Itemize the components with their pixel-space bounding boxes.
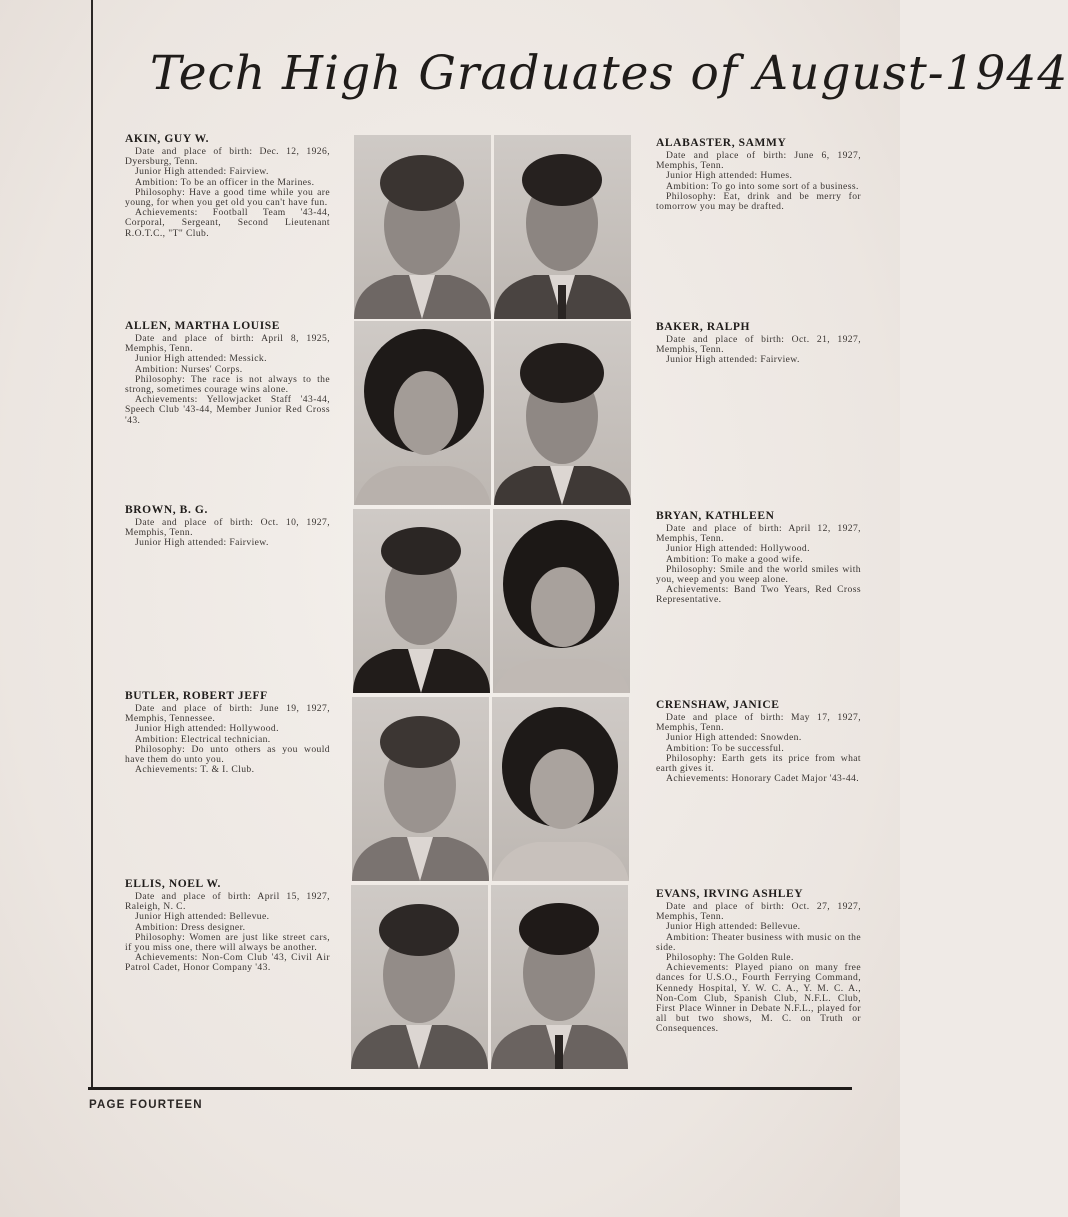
graduate-entry [656, 699, 861, 784]
graduate-name: CRENSHAW, JANICE [656, 699, 780, 711]
graduate-name: EVANS, IRVING ASHLEY [656, 888, 804, 900]
graduate-detail: Date and place of birth: May 17, 1927, Memphis, Tenn. [656, 712, 861, 734]
graduate-entry [656, 510, 861, 606]
graduate-detail: Achievements: Honorary Cadet Major '43-44. [666, 773, 860, 785]
graduate-name: BUTLER, ROBERT JEFF [125, 690, 268, 702]
graduate-entry [656, 888, 861, 1035]
graduate-detail: Philosophy: The race is not always to the strong, sometimes courage wins alone. [125, 373, 330, 396]
graduate-detail: Achievements: Played piano on many free dances for U.S.O., Fourth Ferrying Command, Kennedy Hospital, Y. W. C. A., Y. M. C. A., Non-Com Club, Spanish Club, N.F.L. Club, First Place Winner in Debate N.F.L., played for all but two shows, M. C. on Truth or Consequences. [656, 962, 861, 1035]
graduate-detail: Philosophy: The Golden Rule. [666, 952, 794, 964]
graduate-detail: Junior High attended: Bellevue. [666, 921, 801, 933]
portrait-photo [352, 697, 489, 881]
graduate-detail: Junior High attended: Hollywood. [666, 543, 810, 555]
portrait-photo [354, 321, 491, 505]
portrait-photo [492, 697, 629, 881]
graduate-detail: Philosophy: Smile and the world smiles with you, weep and you weep alone. [656, 563, 861, 586]
graduate-detail: Junior High attended: Hollywood. [135, 723, 279, 735]
graduate-detail: Date and place of birth: Oct. 10, 1927, Memphis, Tenn. [125, 517, 330, 539]
graduate-detail: Junior High attended: Fairview. [135, 537, 269, 549]
graduate-detail: Achievements: Band Two Years, Red Cross Representative. [656, 584, 861, 606]
graduate-entry [125, 504, 330, 549]
graduate-entry [125, 133, 330, 239]
bottom-rule [88, 1087, 852, 1090]
portrait-photo [351, 885, 488, 1069]
left-margin-rule [91, 0, 93, 1090]
graduate-detail: Philosophy: Women are just like street cars, if you miss one, there will always be another. [125, 931, 330, 954]
portrait-photo [494, 135, 631, 319]
graduate-detail: Philosophy: Do unto others as you would have them do unto you. [125, 743, 330, 766]
graduate-detail: Date and place of birth: Oct. 27, 1927, Memphis, Tenn. [656, 901, 861, 923]
graduate-detail: Date and place of birth: April 12, 1927, Memphis, Tenn. [656, 523, 861, 545]
graduate-name: AKIN, GUY W. [125, 133, 210, 145]
graduate-entry [125, 320, 330, 426]
portrait-photo [493, 509, 630, 693]
graduate-detail: Achievements: T. & I. Club. [135, 764, 255, 776]
graduate-entry [125, 690, 330, 775]
graduate-detail: Philosophy: Earth gets its price from what earth gives it. [656, 752, 861, 775]
graduate-detail: Ambition: To be successful. [666, 742, 785, 754]
graduate-detail: Philosophy: Eat, drink and be merry for tomorrow you may be drafted. [656, 190, 861, 213]
graduate-name: BROWN, B. G. [125, 504, 208, 516]
portrait-photo [354, 135, 491, 319]
graduate-detail: Date and place of birth: Oct. 21, 1927, Memphis, Tenn. [656, 334, 861, 356]
graduate-detail: Date and place of birth: June 6, 1927, Memphis, Tenn. [656, 150, 861, 172]
graduate-name: ALABASTER, SAMMY [656, 137, 787, 149]
page-footer: PAGE FOURTEEN [89, 1099, 203, 1111]
graduate-name: BRYAN, KATHLEEN [656, 510, 775, 522]
graduate-detail: Ambition: Nurses' Corps. [135, 363, 243, 375]
graduate-entry [656, 321, 861, 366]
graduate-detail: Achievements: Yellowjacket Staff '43-44, Speech Club '43-44, Member Junior Red Cross '43. [125, 394, 330, 426]
graduate-name: ELLIS, NOEL W. [125, 878, 221, 890]
graduate-detail: Ambition: To go into some sort of a business. [666, 180, 859, 192]
graduate-detail: Ambition: Theater business with music on the side. [656, 931, 861, 953]
graduate-detail: Date and place of birth: Dec. 12, 1926, Dyersburg, Tenn. [125, 146, 330, 168]
graduate-detail: Achievements: Football Team '43-44, Corporal, Sergeant, Second Lieutenant R.O.T.C., "T" Club. [125, 207, 330, 239]
graduate-entry [656, 137, 861, 212]
graduate-detail: Junior High attended: Fairview. [666, 354, 800, 366]
graduate-name: BAKER, RALPH [656, 321, 751, 333]
graduate-detail: Philosophy: Have a good time while you are young, for when you get old you can't have fun. [125, 186, 330, 209]
graduate-entry [125, 878, 330, 974]
graduate-detail: Junior High attended: Snowden. [666, 732, 802, 744]
graduate-detail: Date and place of birth: April 8, 1925, Memphis, Tenn. [125, 333, 330, 355]
graduate-detail: Achievements: Non-Com Club '43, Civil Air Patrol Cadet, Honor Company '43. [125, 952, 330, 974]
graduate-detail: Date and place of birth: April 15, 1927, Raleigh, N. C. [125, 891, 330, 913]
graduate-detail: Ambition: To make a good wife. [666, 553, 803, 565]
graduate-detail: Junior High attended: Bellevue. [135, 911, 270, 923]
graduate-detail: Date and place of birth: June 19, 1927, Memphis, Tennessee. [125, 703, 330, 725]
graduate-detail: Ambition: Dress designer. [135, 921, 246, 933]
graduate-detail: Ambition: To be an officer in the Marines. [135, 176, 315, 188]
page-title: Tech High Graduates of August-1944 [150, 46, 1068, 101]
graduate-detail: Junior High attended: Messick. [135, 353, 267, 365]
portrait-photo [494, 321, 631, 505]
graduate-detail: Junior High attended: Fairview. [135, 166, 269, 178]
portrait-photo [353, 509, 490, 693]
graduate-detail: Ambition: Electrical technician. [135, 733, 271, 745]
graduate-detail: Junior High attended: Humes. [666, 170, 793, 182]
graduate-name: ALLEN, MARTHA LOUISE [125, 320, 281, 332]
portrait-photo [491, 885, 628, 1069]
